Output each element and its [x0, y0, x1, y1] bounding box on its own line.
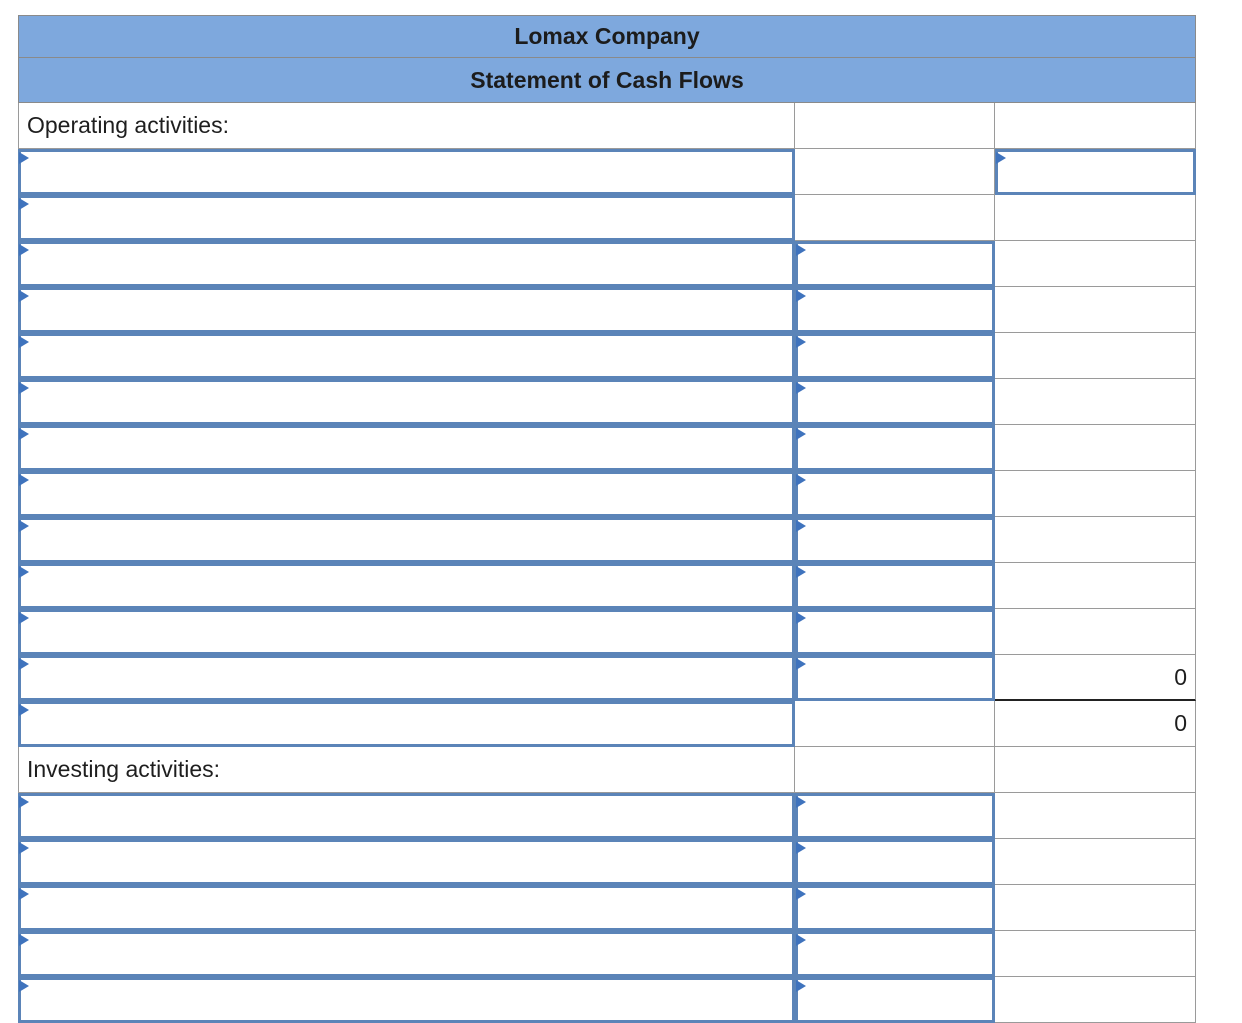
- net-income-amount-input[interactable]: [995, 149, 1196, 195]
- line-item-select[interactable]: [18, 333, 795, 379]
- table-row: [18, 471, 1196, 517]
- table-row: [18, 287, 1196, 333]
- table-row: [18, 839, 1196, 885]
- line-item-select[interactable]: [18, 609, 795, 655]
- static-cell: [995, 885, 1196, 931]
- operating-activities-label: Operating activities:: [27, 112, 229, 138]
- line-item-select[interactable]: [18, 563, 795, 609]
- table-row: [18, 333, 1196, 379]
- amount-input[interactable]: [795, 241, 995, 287]
- company-name: Lomax Company: [18, 15, 1196, 57]
- static-cell: [995, 287, 1196, 333]
- table-row: [18, 517, 1196, 563]
- amount-input[interactable]: [795, 287, 995, 333]
- line-item-select[interactable]: [18, 931, 795, 977]
- amount-input[interactable]: [795, 425, 995, 471]
- table-row: [18, 379, 1196, 425]
- amount-input[interactable]: [795, 885, 995, 931]
- table-row: [18, 241, 1196, 287]
- table-row: [18, 931, 1196, 977]
- line-item-select[interactable]: [18, 379, 795, 425]
- cash-flow-worksheet: [18, 15, 1196, 1023]
- line-item-select[interactable]: [18, 287, 795, 333]
- adjustments-subtotal: 0: [995, 655, 1196, 701]
- amount-input[interactable]: [795, 839, 995, 885]
- amount-input[interactable]: [795, 931, 995, 977]
- static-cell: [995, 425, 1196, 471]
- table-row: [18, 563, 1196, 609]
- net-cash-operating-total: 0: [995, 701, 1196, 747]
- amount-input[interactable]: [795, 609, 995, 655]
- line-item-select[interactable]: [18, 195, 795, 241]
- table-row: [18, 149, 1196, 195]
- line-item-select[interactable]: [18, 471, 795, 517]
- amount-input[interactable]: [795, 379, 995, 425]
- static-cell: [795, 747, 995, 793]
- table-row: [18, 977, 1196, 1023]
- static-cell: [995, 103, 1196, 149]
- table-row: [18, 195, 1196, 241]
- static-cell: [795, 195, 995, 241]
- static-cell: [995, 195, 1196, 241]
- statement-title: Statement of Cash Flows: [18, 57, 1196, 103]
- amount-input[interactable]: [795, 563, 995, 609]
- static-cell: [995, 977, 1196, 1023]
- line-item-select[interactable]: [18, 655, 795, 701]
- table-row: [18, 747, 1196, 793]
- static-cell: [995, 747, 1196, 793]
- amount-input[interactable]: [795, 793, 995, 839]
- section-label-cell: [18, 747, 795, 793]
- line-item-select[interactable]: [18, 241, 795, 287]
- table-row: [18, 701, 1196, 747]
- static-cell: [795, 103, 995, 149]
- line-item-select[interactable]: [18, 149, 795, 195]
- static-cell: [795, 149, 995, 195]
- static-cell: [995, 931, 1196, 977]
- static-cell: [995, 471, 1196, 517]
- amount-input[interactable]: [795, 977, 995, 1023]
- static-cell: [995, 793, 1196, 839]
- table-row: [18, 655, 1196, 701]
- static-cell: [995, 379, 1196, 425]
- static-cell: [795, 701, 995, 747]
- section-label-cell: [18, 103, 795, 149]
- line-item-select[interactable]: [18, 701, 795, 747]
- amount-input[interactable]: [795, 655, 995, 701]
- static-cell: [995, 839, 1196, 885]
- table-row: [18, 609, 1196, 655]
- amount-input[interactable]: [795, 333, 995, 379]
- static-cell: [995, 609, 1196, 655]
- line-item-select[interactable]: [18, 425, 795, 471]
- static-cell: [995, 563, 1196, 609]
- table-row: [18, 793, 1196, 839]
- line-item-select[interactable]: [18, 793, 795, 839]
- line-item-select[interactable]: [18, 977, 795, 1023]
- investing-activities-label: Investing activities:: [27, 756, 221, 782]
- amount-input[interactable]: [795, 471, 995, 517]
- line-item-select[interactable]: [18, 885, 795, 931]
- static-cell: [995, 333, 1196, 379]
- line-item-select[interactable]: [18, 839, 795, 885]
- static-cell: [995, 517, 1196, 563]
- amount-input[interactable]: [795, 517, 995, 563]
- static-cell: [995, 241, 1196, 287]
- table-row: [18, 103, 1196, 149]
- table-row: [18, 885, 1196, 931]
- line-item-select[interactable]: [18, 517, 795, 563]
- table-row: [18, 425, 1196, 471]
